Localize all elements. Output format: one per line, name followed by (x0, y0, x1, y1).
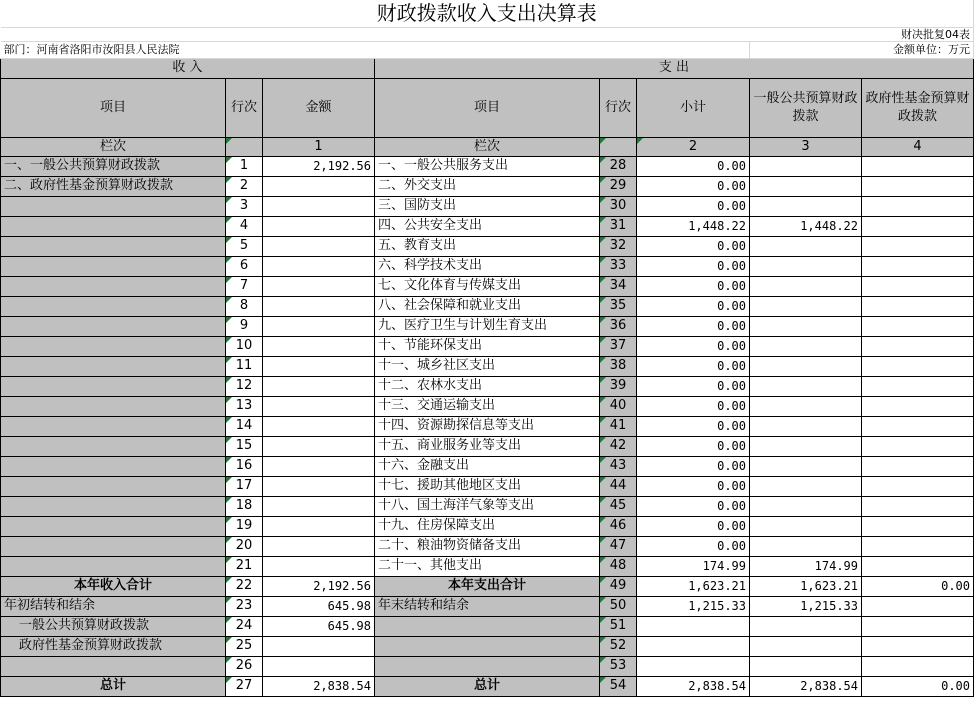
expense-item-cell[interactable]: 七、文化体育与传媒支出 (375, 276, 600, 296)
expense-subtotal[interactable]: 0.00 (637, 336, 750, 356)
income-amount[interactable] (263, 516, 375, 536)
expense-general-budget[interactable] (750, 396, 862, 416)
expense-line-no[interactable]: 48 (600, 556, 637, 576)
income-line-no[interactable]: 21 (226, 556, 263, 576)
expense-subtotal[interactable]: 0.00 (637, 156, 750, 176)
income-amount-header: 金额 (263, 78, 375, 137)
income-amount[interactable] (263, 416, 375, 436)
income-column-label: 栏次 (1, 137, 226, 156)
expense-subtotal[interactable]: 1,448.22 (637, 216, 750, 236)
expense-line-blank (600, 137, 637, 156)
income-amount[interactable]: 645.98 (263, 596, 375, 616)
income-line-no[interactable]: 4 (226, 216, 263, 236)
income-line-no[interactable]: 6 (226, 256, 263, 276)
expense-line-no[interactable]: 50 (600, 596, 637, 616)
report-title: 财政拨款收入支出决算表 (1, 0, 974, 27)
expense-general-budget[interactable] (750, 236, 862, 256)
expense-gov-fund[interactable] (862, 536, 974, 556)
expense-gov-fund[interactable] (862, 236, 974, 256)
income-amount[interactable] (263, 356, 375, 376)
income-amount[interactable] (263, 196, 375, 216)
table-row (1, 236, 974, 256)
income-line-no[interactable]: 10 (226, 336, 263, 356)
income-amount[interactable] (263, 316, 375, 336)
income-item-cell[interactable] (1, 336, 226, 356)
income-line-no[interactable]: 5 (226, 236, 263, 256)
expense-line-no[interactable]: 30 (600, 196, 637, 216)
income-item-cell[interactable]: 总计 (1, 676, 226, 696)
col-3-label: 3 (750, 137, 862, 156)
expense-gov-fund[interactable] (862, 376, 974, 396)
income-line-header: 行次 (226, 78, 263, 137)
income-item-header: 项目 (1, 78, 226, 137)
expense-subtotal[interactable]: 174.99 (637, 556, 750, 576)
income-section-header: 收 入 (1, 58, 375, 78)
table-row (1, 396, 974, 416)
expense-line-no[interactable]: 46 (600, 516, 637, 536)
expense-item-header: 项目 (375, 78, 600, 137)
income-item-cell[interactable] (1, 416, 226, 436)
expense-item-cell[interactable]: 十二、农林水支出 (375, 376, 600, 396)
expense-general-budget[interactable] (750, 336, 862, 356)
expense-general-budget[interactable]: 1,623.21 (750, 576, 862, 596)
expense-item-cell[interactable]: 六、科学技术支出 (375, 256, 600, 276)
expense-gov-fund[interactable] (862, 516, 974, 536)
income-line-no[interactable]: 12 (226, 376, 263, 396)
expense-subtotal[interactable]: 0.00 (637, 416, 750, 436)
table-row (1, 336, 974, 356)
income-line-no[interactable]: 24 (226, 616, 263, 636)
expense-subtotal[interactable]: 0.00 (637, 376, 750, 396)
expense-general-budget[interactable] (750, 156, 862, 176)
expense-subtotal[interactable]: 0.00 (637, 396, 750, 416)
income-line-no[interactable]: 22 (226, 576, 263, 596)
expense-line-no[interactable]: 52 (600, 636, 637, 656)
income-line-no[interactable]: 18 (226, 496, 263, 516)
expense-subtotal[interactable]: 0.00 (637, 196, 750, 216)
expense-line-no[interactable]: 28 (600, 156, 637, 176)
expense-gov-fund[interactable] (862, 316, 974, 336)
expense-line-no[interactable]: 42 (600, 436, 637, 456)
expense-gov-fund[interactable] (862, 616, 974, 636)
expense-gov-fund[interactable] (862, 596, 974, 616)
expense-general-budget[interactable] (750, 416, 862, 436)
expense-subtotal[interactable]: 0.00 (637, 316, 750, 336)
expense-general-budget[interactable] (750, 376, 862, 396)
income-item-cell[interactable] (1, 476, 226, 496)
expense-subtotal[interactable]: 2,838.54 (637, 676, 750, 696)
expense-gov-fund[interactable] (862, 396, 974, 416)
income-line-no[interactable]: 11 (226, 356, 263, 376)
expense-general-budget[interactable] (750, 176, 862, 196)
expense-general-budget[interactable] (750, 516, 862, 536)
income-line-no[interactable]: 15 (226, 436, 263, 456)
income-line-blank (226, 137, 263, 156)
col-4-label: 4 (862, 137, 974, 156)
expense-general-budget[interactable] (750, 496, 862, 516)
expense-line-no[interactable]: 44 (600, 476, 637, 496)
expense-subtotal[interactable]: 0.00 (637, 516, 750, 536)
table-row (1, 556, 974, 576)
expense-general-budget[interactable] (750, 256, 862, 276)
expense-gov-fund[interactable] (862, 216, 974, 236)
expense-line-no[interactable]: 38 (600, 356, 637, 376)
expense-line-no[interactable]: 51 (600, 616, 637, 636)
expense-general-budget[interactable] (750, 656, 862, 676)
income-item-cell[interactable] (1, 556, 226, 576)
expense-general-budget[interactable] (750, 276, 862, 296)
income-amount[interactable] (263, 216, 375, 236)
expense-line-no[interactable]: 41 (600, 416, 637, 436)
income-item-cell[interactable] (1, 496, 226, 516)
total-row (1, 596, 974, 616)
expense-general-budget[interactable] (750, 316, 862, 336)
expense-line-no[interactable]: 40 (600, 396, 637, 416)
expense-subtotal[interactable]: 0.00 (637, 496, 750, 516)
expense-item-cell[interactable] (375, 616, 600, 636)
income-item-cell[interactable] (1, 316, 226, 336)
income-item-cell[interactable] (1, 236, 226, 256)
expense-gov-fund[interactable] (862, 336, 974, 356)
income-line-no[interactable]: 8 (226, 296, 263, 316)
expense-gov-fund[interactable] (862, 636, 974, 656)
expense-item-cell[interactable]: 总计 (375, 676, 600, 696)
expense-line-no[interactable]: 33 (600, 256, 637, 276)
expense-subtotal[interactable]: 0.00 (637, 456, 750, 476)
income-item-cell[interactable] (1, 396, 226, 416)
expense-subtotal[interactable] (637, 636, 750, 656)
table-row (1, 356, 974, 376)
expense-general-budget[interactable] (750, 636, 862, 656)
expense-general-budget[interactable] (750, 616, 862, 636)
expense-subtotal[interactable]: 0.00 (637, 476, 750, 496)
income-line-no[interactable]: 26 (226, 656, 263, 676)
income-amount[interactable] (263, 176, 375, 196)
income-amount[interactable] (263, 456, 375, 476)
expense-subtotal[interactable]: 0.00 (637, 176, 750, 196)
income-amount[interactable] (263, 636, 375, 656)
income-item-cell[interactable]: 本年收入合计 (1, 576, 226, 596)
expense-gov-fund[interactable] (862, 656, 974, 676)
expense-line-no[interactable]: 54 (600, 676, 637, 696)
expense-general-budget[interactable] (750, 436, 862, 456)
expense-line-no[interactable]: 36 (600, 316, 637, 336)
income-amount[interactable] (263, 256, 375, 276)
expense-column-label: 栏次 (375, 137, 600, 156)
expense-gov-fund[interactable] (862, 196, 974, 216)
expense-general-budget[interactable] (750, 536, 862, 556)
income-amount[interactable] (263, 336, 375, 356)
expense-gov-fund[interactable] (862, 556, 974, 576)
expense-subtotal[interactable]: 0.00 (637, 236, 750, 256)
expense-item-cell[interactable]: 二十、粮油物资储备支出 (375, 536, 600, 556)
expense-subtotal[interactable]: 0.00 (637, 276, 750, 296)
expense-line-no[interactable]: 39 (600, 376, 637, 396)
expense-subtotal[interactable]: 1,623.21 (637, 576, 750, 596)
expense-gov-fund[interactable]: 0.00 (862, 576, 974, 596)
income-line-no[interactable]: 16 (226, 456, 263, 476)
expense-general-budget[interactable] (750, 356, 862, 376)
expense-line-no[interactable]: 47 (600, 536, 637, 556)
expense-gov-fund[interactable] (862, 176, 974, 196)
table-row (1, 276, 974, 296)
expense-line-no[interactable]: 43 (600, 456, 637, 476)
income-item-cell[interactable] (1, 516, 226, 536)
table-row (1, 496, 974, 516)
expense-item-cell[interactable]: 五、教育支出 (375, 236, 600, 256)
income-line-no[interactable]: 13 (226, 396, 263, 416)
income-line-no[interactable]: 7 (226, 276, 263, 296)
expense-item-cell[interactable] (375, 636, 600, 656)
income-item-cell[interactable] (1, 296, 226, 316)
income-line-no[interactable]: 1 (226, 156, 263, 176)
expense-item-cell[interactable]: 十七、援助其他地区支出 (375, 476, 600, 496)
expense-gov-fund[interactable] (862, 476, 974, 496)
expense-line-no[interactable]: 45 (600, 496, 637, 516)
income-line-no[interactable]: 3 (226, 196, 263, 216)
expense-line-no[interactable]: 29 (600, 176, 637, 196)
expense-item-cell[interactable]: 十四、资源勘探信息等支出 (375, 416, 600, 436)
expense-line-no[interactable]: 37 (600, 336, 637, 356)
gov-fund-header: 政府性基金预算财政拨款 (862, 78, 974, 137)
income-line-no[interactable]: 25 (226, 636, 263, 656)
expense-gov-fund[interactable] (862, 276, 974, 296)
income-item-cell[interactable] (1, 536, 226, 556)
expense-subtotal[interactable]: 0.00 (637, 536, 750, 556)
table-row (1, 156, 974, 176)
income-amount[interactable]: 2,192.56 (263, 156, 375, 176)
income-item-cell[interactable] (1, 376, 226, 396)
expense-item-cell[interactable]: 二十一、其他支出 (375, 556, 600, 576)
expense-gov-fund[interactable]: 0.00 (862, 676, 974, 696)
expense-item-cell[interactable]: 十九、住房保障支出 (375, 516, 600, 536)
total-row (1, 616, 974, 636)
expense-general-budget[interactable] (750, 456, 862, 476)
expense-general-budget[interactable] (750, 196, 862, 216)
total-row (1, 636, 974, 656)
table-row (1, 516, 974, 536)
col-2-label: 2 (637, 137, 750, 156)
expense-line-no[interactable]: 35 (600, 296, 637, 316)
table-row (1, 536, 974, 556)
table-row (1, 416, 974, 436)
expense-general-budget[interactable]: 1,448.22 (750, 216, 862, 236)
department-label: 部门：河南省洛阳市汝阳县人民法院 (1, 41, 750, 58)
table-row (1, 296, 974, 316)
income-amount[interactable] (263, 296, 375, 316)
income-amount[interactable] (263, 556, 375, 576)
income-amount[interactable] (263, 496, 375, 516)
expense-line-no[interactable]: 31 (600, 216, 637, 236)
expense-general-budget[interactable]: 174.99 (750, 556, 862, 576)
total-row (1, 656, 974, 676)
expense-general-budget[interactable]: 2,838.54 (750, 676, 862, 696)
total-row (1, 676, 974, 696)
expense-general-budget[interactable] (750, 296, 862, 316)
expense-item-cell[interactable] (375, 656, 600, 676)
expense-item-cell[interactable]: 十、节能环保支出 (375, 336, 600, 356)
income-item-cell[interactable]: 一、一般公共预算财政拨款 (1, 156, 226, 176)
income-amount[interactable] (263, 536, 375, 556)
expense-subtotal[interactable]: 0.00 (637, 436, 750, 456)
expense-item-cell[interactable]: 年末结转和结余 (375, 596, 600, 616)
income-item-cell[interactable] (1, 256, 226, 276)
income-line-no[interactable]: 17 (226, 476, 263, 496)
income-item-cell[interactable]: 年初结转和结余 (1, 596, 226, 616)
expense-subtotal[interactable]: 1,215.33 (637, 596, 750, 616)
subtotal-header: 小计 (637, 78, 750, 137)
expense-gov-fund[interactable] (862, 156, 974, 176)
general-budget-header: 一般公共预算财政拨款 (750, 78, 862, 137)
income-line-no[interactable]: 19 (226, 516, 263, 536)
expense-gov-fund[interactable] (862, 436, 974, 456)
expense-item-cell[interactable]: 九、医疗卫生与计划生育支出 (375, 316, 600, 336)
expense-item-cell[interactable]: 十一、城乡社区支出 (375, 356, 600, 376)
table-row (1, 316, 974, 336)
income-amount[interactable] (263, 396, 375, 416)
income-amount[interactable]: 2,192.56 (263, 576, 375, 596)
income-item-cell[interactable] (1, 196, 226, 216)
income-amount[interactable] (263, 236, 375, 256)
table-row (1, 216, 974, 236)
table-row (1, 436, 974, 456)
expense-section-header: 支 出 (375, 58, 974, 78)
income-item-cell[interactable] (1, 436, 226, 456)
expense-item-cell[interactable]: 八、社会保障和就业支出 (375, 296, 600, 316)
expense-subtotal[interactable]: 0.00 (637, 256, 750, 276)
expense-item-cell[interactable]: 三、国防支出 (375, 196, 600, 216)
expense-subtotal[interactable] (637, 656, 750, 676)
income-amount[interactable]: 2,838.54 (263, 676, 375, 696)
expense-general-budget[interactable] (750, 476, 862, 496)
expense-line-header: 行次 (600, 78, 637, 137)
income-item-cell[interactable]: 政府性基金预算财政拨款 (1, 636, 226, 656)
income-item-cell[interactable] (1, 276, 226, 296)
income-item-cell[interactable] (1, 656, 226, 676)
income-line-no[interactable]: 23 (226, 596, 263, 616)
income-amount[interactable] (263, 656, 375, 676)
expense-item-cell[interactable]: 二、外交支出 (375, 176, 600, 196)
table-row (1, 196, 974, 216)
expense-gov-fund[interactable] (862, 296, 974, 316)
income-amount[interactable] (263, 436, 375, 456)
table-row (1, 256, 974, 276)
expense-gov-fund[interactable] (862, 416, 974, 436)
income-item-cell[interactable] (1, 456, 226, 476)
expense-item-cell[interactable]: 本年支出合计 (375, 576, 600, 596)
income-item-cell[interactable] (1, 216, 226, 236)
expense-item-cell[interactable]: 一、一般公共服务支出 (375, 156, 600, 176)
expense-item-cell[interactable]: 十六、金融支出 (375, 456, 600, 476)
income-line-no[interactable]: 9 (226, 316, 263, 336)
expense-gov-fund[interactable] (862, 256, 974, 276)
income-amount[interactable] (263, 376, 375, 396)
income-line-no[interactable]: 20 (226, 536, 263, 556)
unit-label: 金额单位：万元 (750, 41, 974, 58)
total-row (1, 576, 974, 596)
income-line-no[interactable]: 27 (226, 676, 263, 696)
expense-line-no[interactable]: 34 (600, 276, 637, 296)
expense-subtotal[interactable]: 0.00 (637, 356, 750, 376)
expense-item-cell[interactable]: 四、公共安全支出 (375, 216, 600, 236)
expense-gov-fund[interactable] (862, 496, 974, 516)
income-line-no[interactable]: 2 (226, 176, 263, 196)
table-row (1, 376, 974, 396)
expense-line-no[interactable]: 49 (600, 576, 637, 596)
table-row (1, 456, 974, 476)
expense-gov-fund[interactable] (862, 456, 974, 476)
expense-gov-fund[interactable] (862, 356, 974, 376)
expense-subtotal[interactable]: 0.00 (637, 296, 750, 316)
expense-general-budget[interactable]: 1,215.33 (750, 596, 862, 616)
table-row (1, 476, 974, 496)
income-amount[interactable] (263, 276, 375, 296)
col-1-label: 1 (263, 137, 375, 156)
expense-line-no[interactable]: 32 (600, 236, 637, 256)
expense-subtotal[interactable] (637, 616, 750, 636)
expense-item-cell[interactable]: 十三、交通运输支出 (375, 396, 600, 416)
expense-item-cell[interactable]: 十八、国土海洋气象等支出 (375, 496, 600, 516)
table-row (1, 176, 974, 196)
income-item-cell[interactable] (1, 356, 226, 376)
income-item-cell[interactable]: 一般公共预算财政拨款 (1, 616, 226, 636)
income-amount[interactable]: 645.98 (263, 616, 375, 636)
income-item-cell[interactable]: 二、政府性基金预算财政拨款 (1, 176, 226, 196)
income-amount[interactable] (263, 476, 375, 496)
expense-item-cell[interactable]: 十五、商业服务业等支出 (375, 436, 600, 456)
income-line-no[interactable]: 14 (226, 416, 263, 436)
expense-line-no[interactable]: 53 (600, 656, 637, 676)
report-code: 财决批复04表 (1, 27, 974, 41)
